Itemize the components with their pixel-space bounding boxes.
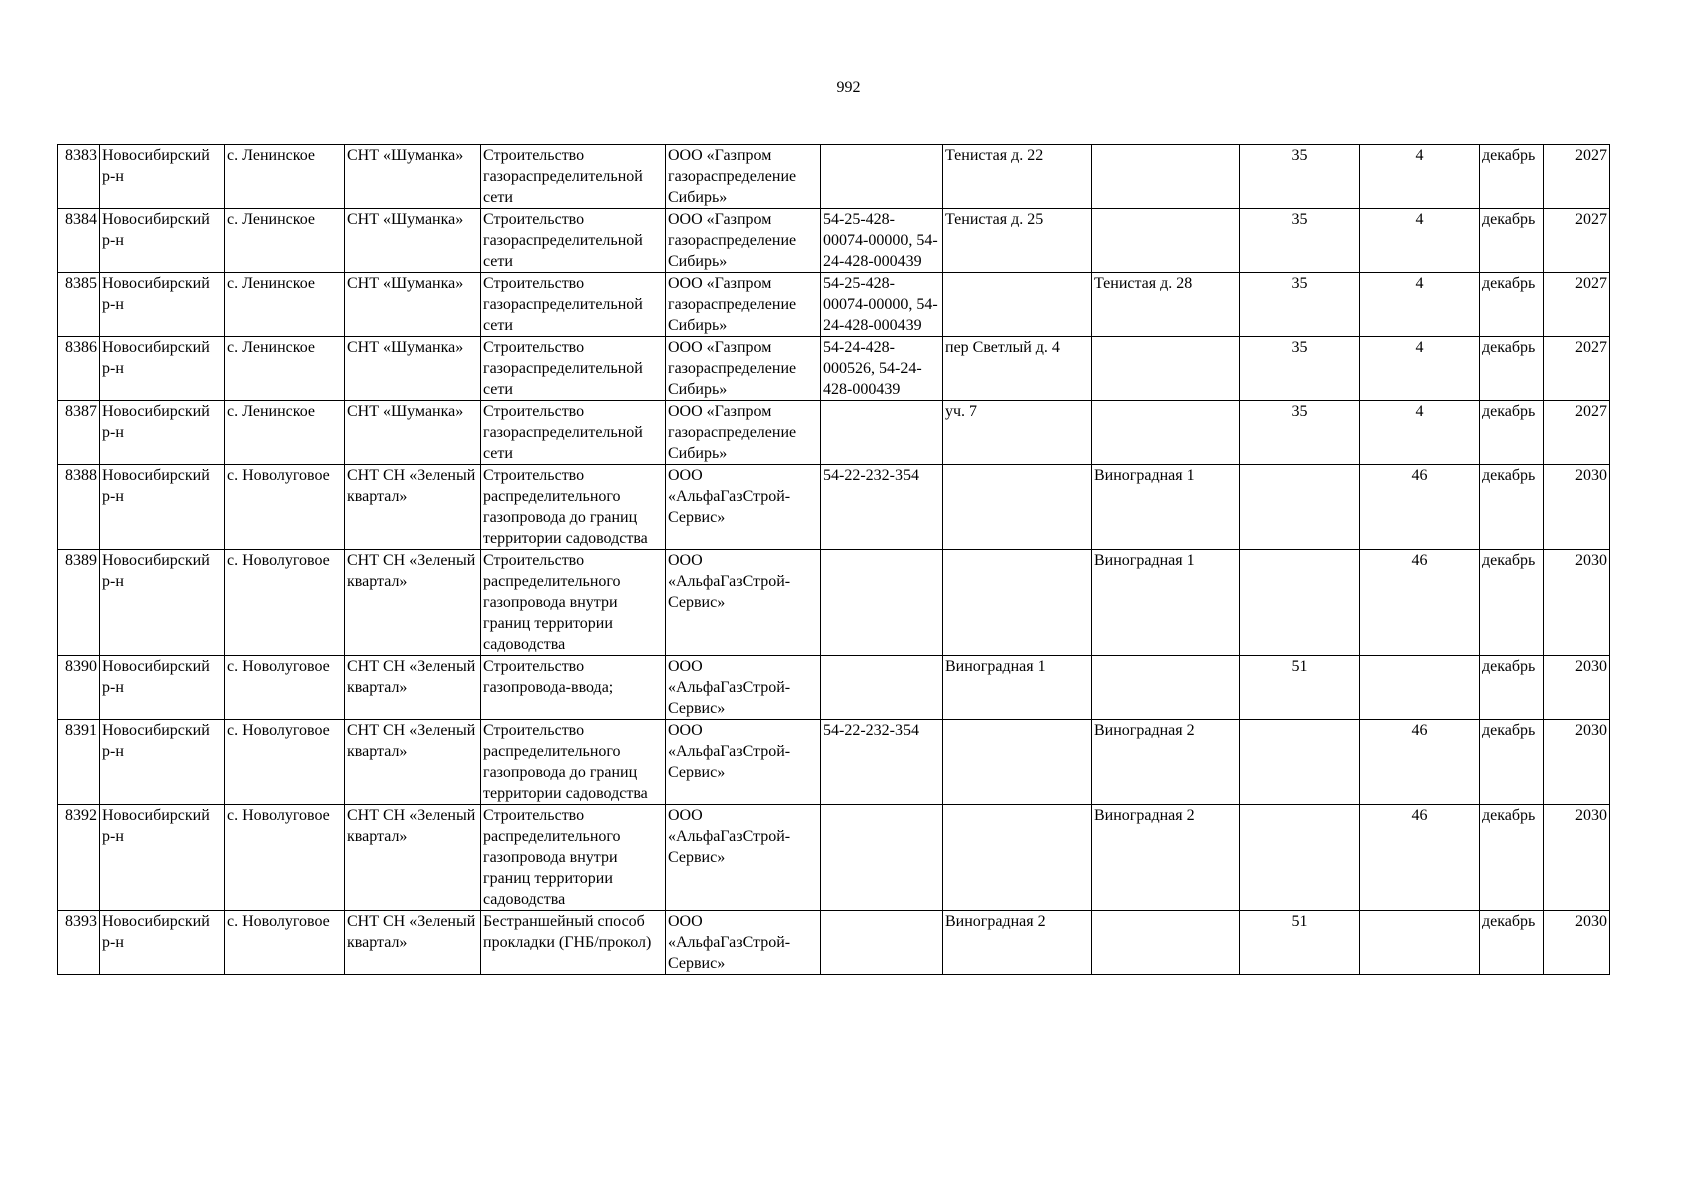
year-cell: 2030 [1544,720,1610,805]
table-row [58,720,1610,805]
address-cell-1: Тенистая д. 25 [943,209,1092,273]
district-cell: Новосибирский р-н [100,145,225,209]
address-cell-2 [1092,145,1240,209]
row-number: 8392 [58,805,100,911]
snt-cell: СНТ «Шуманка» [345,273,481,337]
address-cell-1: пер Светлый д. 4 [943,337,1092,401]
value-cell-2: 46 [1360,550,1480,656]
settlement-cell: с. Ленинское [225,337,345,401]
cadastre-cell [821,550,943,656]
snt-cell: СНТ «Шуманка» [345,209,481,273]
settlement-cell: с. Новолуговое [225,911,345,975]
value-cell-2: 4 [1360,145,1480,209]
cadastre-cell: 54-22-232-354 [821,465,943,550]
year-cell: 2027 [1544,273,1610,337]
work-type-cell: Строительство газораспределительной сети [481,401,666,465]
work-type-cell: Строительство газопровода-ввода; [481,656,666,720]
row-number: 8383 [58,145,100,209]
work-type-cell: Строительство газораспределительной сети [481,145,666,209]
address-cell-1: уч. 7 [943,401,1092,465]
settlement-cell: с. Ленинское [225,209,345,273]
district-cell: Новосибирский р-н [100,465,225,550]
snt-cell: СНТ СН «Зеленый квартал» [345,805,481,911]
value-cell-2: 4 [1360,337,1480,401]
value-cell-1 [1240,720,1360,805]
value-cell-1 [1240,465,1360,550]
address-cell-2: Тенистая д. 28 [1092,273,1240,337]
work-type-cell: Строительство распределительного газопровода до границ территории садоводства [481,465,666,550]
row-number: 8388 [58,465,100,550]
address-cell-1: Виноградная 1 [943,656,1092,720]
year-cell: 2027 [1544,145,1610,209]
district-cell: Новосибирский р-н [100,337,225,401]
work-type-cell: Строительство газораспределительной сети [481,273,666,337]
table-row [58,337,1610,401]
table-row [58,401,1610,465]
month-cell: декабрь [1480,209,1544,273]
month-cell: декабрь [1480,273,1544,337]
district-cell: Новосибирский р-н [100,273,225,337]
cadastre-cell: 54-25-428-00074-00000, 54-24-428-000439 [821,209,943,273]
table-row [58,273,1610,337]
year-cell: 2027 [1544,401,1610,465]
value-cell-1: 35 [1240,401,1360,465]
month-cell: декабрь [1480,911,1544,975]
snt-cell: СНТ СН «Зеленый квартал» [345,911,481,975]
address-cell-1 [943,465,1092,550]
month-cell: декабрь [1480,550,1544,656]
value-cell-2: 4 [1360,273,1480,337]
work-type-cell: Строительство газораспределительной сети [481,209,666,273]
cadastre-cell [821,911,943,975]
snt-cell: СНТ СН «Зеленый квартал» [345,656,481,720]
district-cell: Новосибирский р-н [100,805,225,911]
organization-cell: ООО «Газпром газораспределение Сибирь» [666,337,821,401]
value-cell-2: 46 [1360,805,1480,911]
settlement-cell: с. Новолуговое [225,720,345,805]
row-number: 8391 [58,720,100,805]
table-body [58,145,1610,975]
settlement-cell: с. Ленинское [225,145,345,209]
row-number: 8385 [58,273,100,337]
table-row [58,465,1610,550]
work-type-cell: Строительство распределительного газопровода внутри границ территории садоводства [481,805,666,911]
organization-cell: ООО «Газпром газораспределение Сибирь» [666,209,821,273]
row-number: 8384 [58,209,100,273]
value-cell-1: 35 [1240,273,1360,337]
month-cell: декабрь [1480,337,1544,401]
organization-cell: ООО «АльфаГазСтрой-Сервис» [666,911,821,975]
table-row [58,209,1610,273]
gasification-table [57,144,1610,975]
value-cell-1: 35 [1240,209,1360,273]
value-cell-1 [1240,550,1360,656]
value-cell-2: 46 [1360,720,1480,805]
work-type-cell: Строительство распределительного газопровода внутри границ территории садоводства [481,550,666,656]
organization-cell: ООО «Газпром газораспределение Сибирь» [666,401,821,465]
address-cell-1 [943,805,1092,911]
month-cell: декабрь [1480,805,1544,911]
value-cell-1: 35 [1240,337,1360,401]
page-number: 992 [836,79,861,96]
year-cell: 2027 [1544,337,1610,401]
value-cell-1: 51 [1240,911,1360,975]
table-row [58,145,1610,209]
cadastre-cell: 54-25-428-00074-00000, 54-24-428-000439 [821,273,943,337]
address-cell-1: Тенистая д. 22 [943,145,1092,209]
row-number: 8390 [58,656,100,720]
address-cell-2 [1092,337,1240,401]
district-cell: Новосибирский р-н [100,720,225,805]
address-cell-2: Виноградная 2 [1092,805,1240,911]
settlement-cell: с. Новолуговое [225,550,345,656]
year-cell: 2030 [1544,465,1610,550]
district-cell: Новосибирский р-н [100,401,225,465]
organization-cell: ООО «АльфаГазСтрой-Сервис» [666,805,821,911]
value-cell-1 [1240,805,1360,911]
value-cell-1: 35 [1240,145,1360,209]
snt-cell: СНТ «Шуманка» [345,401,481,465]
value-cell-2 [1360,656,1480,720]
value-cell-2: 46 [1360,465,1480,550]
cadastre-cell [821,401,943,465]
organization-cell: ООО «Газпром газораспределение Сибирь» [666,145,821,209]
address-cell-2: Виноградная 1 [1092,550,1240,656]
address-cell-1 [943,550,1092,656]
organization-cell: ООО «АльфаГазСтрой-Сервис» [666,720,821,805]
cadastre-cell [821,656,943,720]
work-type-cell: Строительство распределительного газопровода до границ территории садоводства [481,720,666,805]
organization-cell: ООО «Газпром газораспределение Сибирь» [666,273,821,337]
cadastre-cell [821,145,943,209]
address-cell-2 [1092,656,1240,720]
table-row [58,550,1610,656]
value-cell-2: 4 [1360,401,1480,465]
address-cell-2: Виноградная 1 [1092,465,1240,550]
settlement-cell: с. Новолуговое [225,656,345,720]
settlement-cell: с. Ленинское [225,401,345,465]
cadastre-cell: 54-22-232-354 [821,720,943,805]
value-cell-2 [1360,911,1480,975]
month-cell: декабрь [1480,401,1544,465]
row-number: 8386 [58,337,100,401]
snt-cell: СНТ СН «Зеленый квартал» [345,720,481,805]
month-cell: декабрь [1480,465,1544,550]
table-row [58,805,1610,911]
year-cell: 2030 [1544,805,1610,911]
organization-cell: ООО «АльфаГазСтрой-Сервис» [666,465,821,550]
organization-cell: ООО «АльфаГазСтрой-Сервис» [666,550,821,656]
snt-cell: СНТ СН «Зеленый квартал» [345,465,481,550]
cadastre-cell: 54-24-428-000526, 54-24-428-000439 [821,337,943,401]
settlement-cell: с. Ленинское [225,273,345,337]
address-cell-1 [943,273,1092,337]
settlement-cell: с. Новолуговое [225,805,345,911]
address-cell-2 [1092,911,1240,975]
snt-cell: СНТ «Шуманка» [345,337,481,401]
organization-cell: ООО «АльфаГазСтрой-Сервис» [666,656,821,720]
address-cell-1: Виноградная 2 [943,911,1092,975]
year-cell: 2030 [1544,550,1610,656]
address-cell-2: Виноградная 2 [1092,720,1240,805]
district-cell: Новосибирский р-н [100,656,225,720]
year-cell: 2027 [1544,209,1610,273]
address-cell-1 [943,720,1092,805]
district-cell: Новосибирский р-н [100,550,225,656]
settlement-cell: с. Новолуговое [225,465,345,550]
month-cell: декабрь [1480,145,1544,209]
month-cell: декабрь [1480,720,1544,805]
value-cell-1: 51 [1240,656,1360,720]
value-cell-2: 4 [1360,209,1480,273]
district-cell: Новосибирский р-н [100,209,225,273]
work-type-cell: Бестраншейный способ прокладки (ГНБ/прокол) [481,911,666,975]
table-row [58,656,1610,720]
year-cell: 2030 [1544,656,1610,720]
row-number: 8393 [58,911,100,975]
work-type-cell: Строительство газораспределительной сети [481,337,666,401]
snt-cell: СНТ СН «Зеленый квартал» [345,550,481,656]
row-number: 8389 [58,550,100,656]
district-cell: Новосибирский р-н [100,911,225,975]
row-number: 8387 [58,401,100,465]
address-cell-2 [1092,209,1240,273]
address-cell-2 [1092,401,1240,465]
year-cell: 2030 [1544,911,1610,975]
cadastre-cell [821,805,943,911]
month-cell: декабрь [1480,656,1544,720]
table-row [58,911,1610,975]
snt-cell: СНТ «Шуманка» [345,145,481,209]
